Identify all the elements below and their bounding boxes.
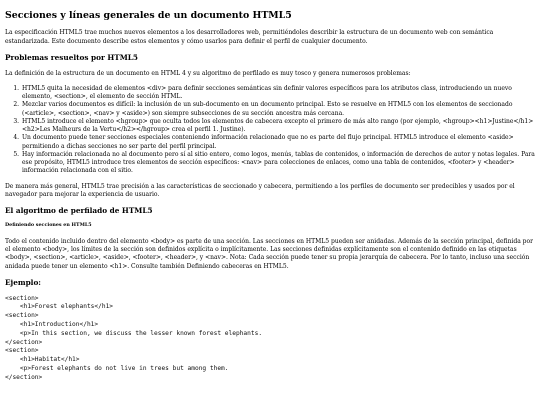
problems-lead-paragraph: La definición de la estructura de un documento en HTML 4 y su algoritmo de perfilado es muy tosco y genera numerosos problemas: — [5, 69, 411, 77]
list-item: 3. HTML5 introduce el elemento <hgroup> que oculta todos los elementos de cabecera excepto el primero de más alto rango (por ejemplo, <hgroup><h1>Justine</h1><h2>Les Malheurs de la Vertu</h2></hgroup> crea el perfil 1. Justine). — [21, 118, 535, 135]
list-item: 2. Mezclar varios documentos es difícil: la inclusión de un sub-documento en un documento principal. Esto se resuelve en HTML5 con los elementos de seccionado (<article>, <section>, <nav> y <aside>) son siempre subsecciones de su sección ancestra más cercana. — [21, 101, 535, 118]
algorithm-heading: El algoritmo de perfilado de HTML5 — [5, 206, 153, 216]
intro-paragraph: La especificación HTML5 trae muchos nuevos elementos a los desarrolladores web, permitiéndoles describir la estructura de un documento web con semántica estandarizada. Este documento describe estos elementos y cómo usarlos para definir el perfil de cualquier documento. — [5, 29, 494, 45]
example-code-block: <section> <h1>Forest elephants</h1> <section> <h1>Introduction</h1> <p>In this section, we discuss the lesser known forest elephants. </section> <section> <h1>Habitat</h1> <p>Forest elephants do not live in trees but among them. </section> — [5, 294, 263, 381]
list-item: 5. Hay información relacionada no al documento pero sí al sitio entero, como logos, menús, tablas de contenidos, o información de derechos de autor y notas legales. Para ese propósito, HTML5 introduce tres elementos de sección específicos: <nav> para colecciones de enlaces, como una tabla de contenidos, <footer> y <header> información relacionada con el sitio. — [21, 151, 535, 176]
list-item: 4. Un documento puede tener secciones especiales conteniendo información relacionado que no es parte del flujo principal. HTML5 introduce el elemento <aside> permitiendo a dichas secciones no ser parte del perfil principal. — [21, 134, 535, 151]
page-title: Secciones y líneas generales de un documento HTML5 — [5, 10, 292, 21]
problems-list — [5, 85, 535, 176]
problems-closing-paragraph: De manera más general, HTML5 trae precisión a las características de seccionado y cabecera, permitiendo a los perfiles de documento ser predecibles y usados por el navegador para mejorar la experiencia de usuario. — [5, 182, 515, 199]
algorithm-body-paragraph: Todo el contenido incluido dentro del elemento <body> es parte de una sección. Las secciones en HTML5 pueden ser anidadas. Además de la sección principal, definida por el elemento <body>, los límites de la sección son definidos explícita o implícitamente. Las secciones definidas explícitamente son el contenido definido en las etiquetas <body>, <section>, <article>, <aside>, <footer>, <header>, y <nav>. Nota: Cada sección puede tener su propia jerarquía de cabecera. Por lo tanto, incluso una sección anidada puede tener un elemento <h1>. Consulte también Definiendo cabeceras en HTML5. — [5, 237, 534, 270]
example-heading: Ejemplo: — [5, 277, 41, 287]
problems-heading: Problemas resueltos por HTML5 — [5, 52, 138, 62]
defining-sections-subheading: Definiendo secciones en HTML5 — [5, 222, 92, 229]
list-item: 1. HTML5 quita la necesidad de elementos <div> para definir secciones semánticas sin definir valores específicos para los atributos class, introduciendo un nuevo elemento, <section>, el elemento de sección HTML. — [21, 85, 535, 102]
